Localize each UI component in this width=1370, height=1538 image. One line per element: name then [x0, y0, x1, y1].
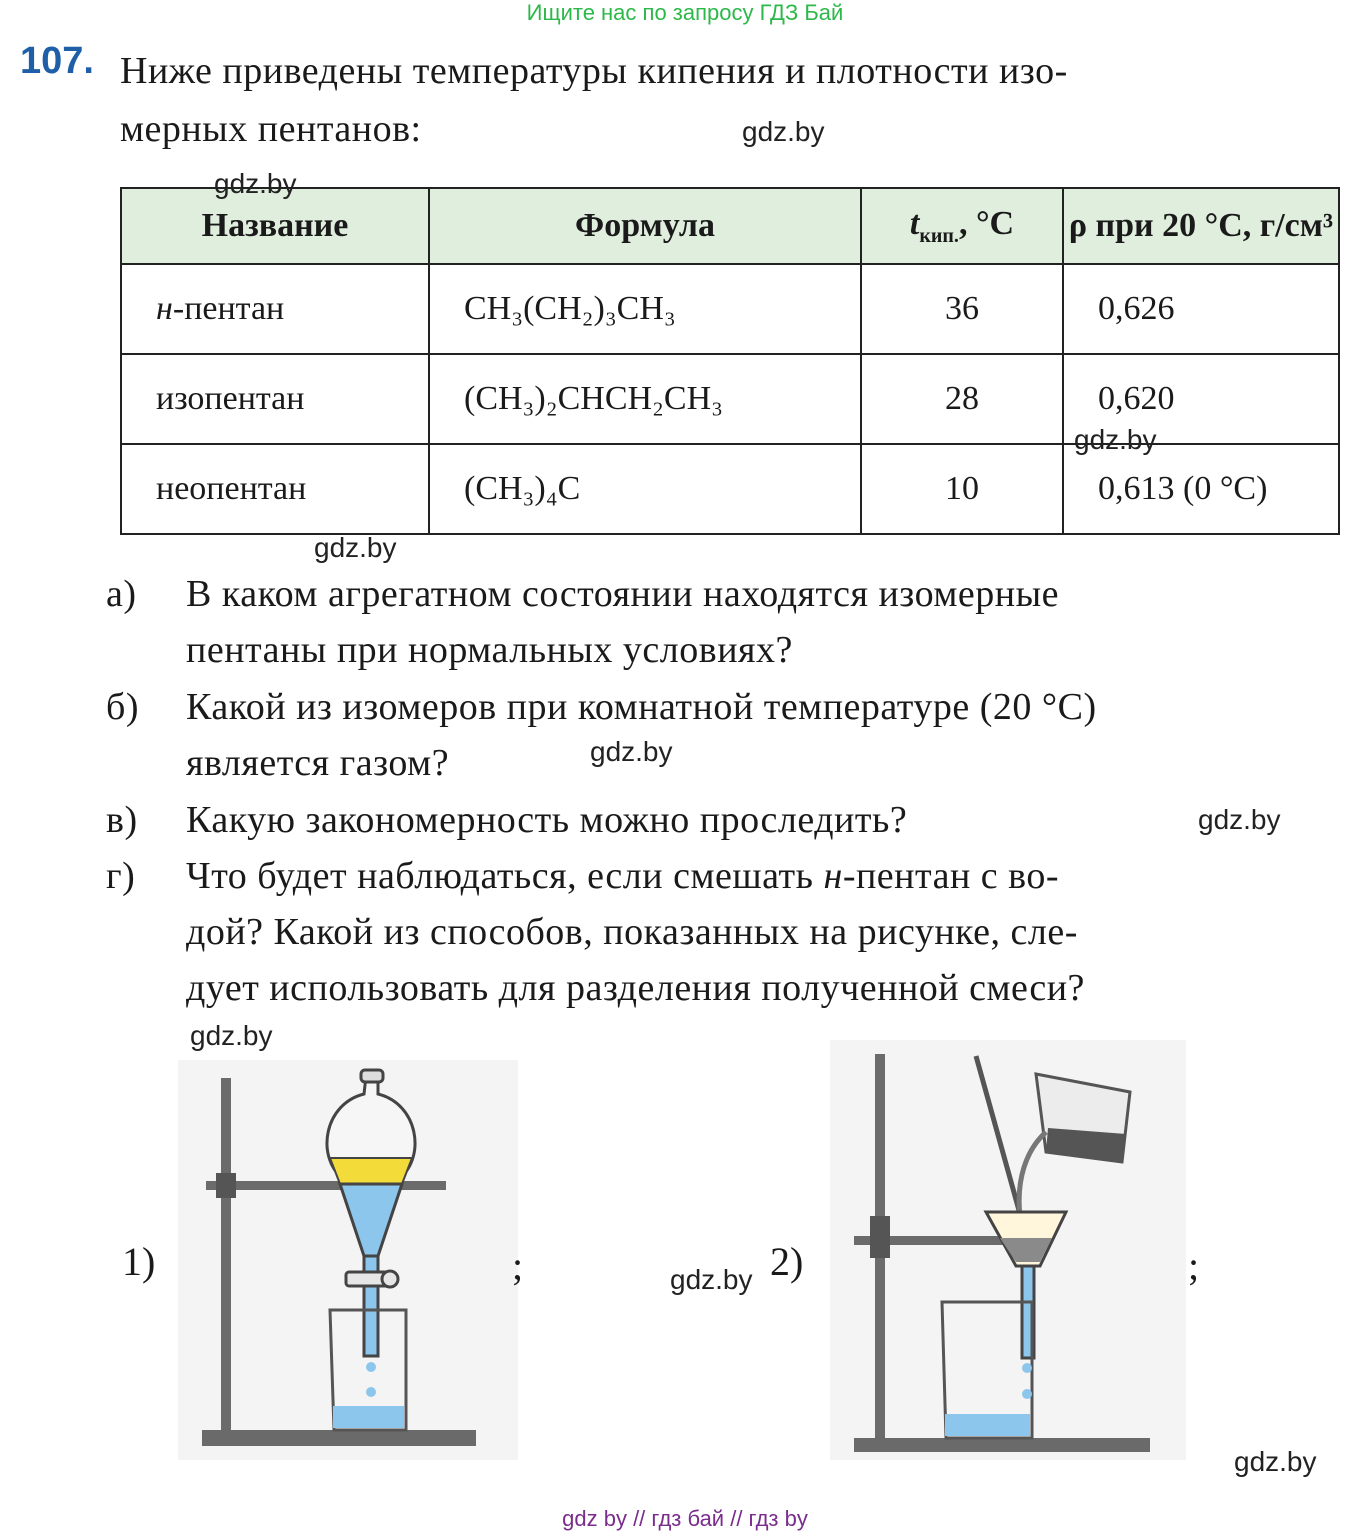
drop-icon: [1022, 1389, 1032, 1399]
name-text: неопентан: [156, 470, 307, 507]
stand-base: [202, 1430, 476, 1446]
table-row: [121, 444, 1339, 534]
question-a-line-1: В каком агрегатном состоянии находятся изомерные: [186, 573, 1059, 615]
watermark: gdz.by: [214, 168, 297, 199]
watermark: gdz.by: [742, 116, 825, 147]
text-part: Что будет наблюдаться, если смешать: [186, 855, 824, 897]
drop-icon: [366, 1362, 376, 1372]
beaker-1-liquid: [333, 1406, 404, 1428]
question-b: [186, 679, 1346, 791]
cell-formula: CH₃(CH₂)₃CH₃: [429, 264, 861, 354]
clamp-holder: [870, 1216, 890, 1258]
t-subscript: кип.: [919, 224, 959, 247]
watermark: gdz.by: [190, 1020, 273, 1051]
problem-number: 107.: [20, 40, 94, 82]
cell-name: [121, 264, 429, 354]
question-a-line-2: пентаны при нормальных условиях?: [186, 629, 793, 671]
stand-rod: [221, 1078, 231, 1440]
text-italic: н: [823, 855, 843, 897]
intro-line-1: Ниже приведены температуры кипения и плотности изо-: [120, 50, 1068, 92]
stand-base: [854, 1438, 1150, 1452]
funnel-stopper: [361, 1070, 383, 1082]
question-label-g: г): [106, 855, 136, 897]
cell-name: [121, 444, 429, 534]
header-density: ρ при 20 °С, г/см³: [1063, 188, 1339, 264]
filtration-figure: [830, 1040, 1186, 1460]
question-label-b: б): [106, 686, 139, 728]
question-g-line-1: [186, 848, 1346, 904]
separatory-funnel-figure: [178, 1060, 518, 1460]
cell-density: 0,620: [1063, 354, 1339, 444]
beaker-2-liquid: [945, 1414, 1030, 1436]
cell-density: 0,613 (0 °С): [1063, 444, 1339, 534]
watermark: gdz.by: [670, 1264, 753, 1295]
question-b-line-1: Какой из изомеров при комнатной температуре (20 °С): [186, 686, 1097, 728]
search-banner[interactable]: Ищите нас по запросу ГДЗ Бай: [526, 0, 844, 25]
problem-intro: [120, 42, 1350, 158]
question-v: Какую закономерность можно проследить?: [186, 799, 908, 841]
cell-boiling-point: 36: [861, 264, 1063, 354]
drop-icon: [1022, 1363, 1032, 1373]
question-g-line-3: дует использовать для разделения полученной смеси?: [186, 967, 1085, 1009]
question-b-line-2: является газом?: [186, 742, 450, 784]
cell-boiling-point: 28: [861, 354, 1063, 444]
t-unit: , °С: [958, 204, 1015, 242]
text-part: -пентан с во-: [842, 855, 1059, 897]
name-text: -пентан: [172, 290, 285, 327]
intro-line-2: мерных пентанов:: [120, 108, 422, 150]
yellow-layer: [330, 1158, 412, 1184]
cell-boiling-point: 10: [861, 444, 1063, 534]
figure-2-label: 2): [770, 1239, 804, 1284]
header-boiling-point: [861, 188, 1063, 264]
pentane-table: [120, 187, 1340, 535]
figure-2-separator: ;: [1188, 1243, 1200, 1288]
table-header-row: [121, 188, 1339, 264]
question-a: [186, 566, 1346, 678]
stopcock-handle: [382, 1271, 398, 1287]
question-g-line-2: дой? Какой из способов, показанных на рисунке, сле-: [186, 911, 1078, 953]
name-text: изопентан: [156, 380, 305, 417]
watermark: gdz.by: [590, 736, 673, 767]
watermark: gdz.by: [314, 532, 397, 563]
cell-density: 0,626: [1063, 264, 1339, 354]
question-g: [186, 848, 1346, 1016]
table-row: [121, 264, 1339, 354]
figure-1-label: 1): [122, 1239, 156, 1284]
watermark: gdz.by: [1198, 804, 1281, 835]
watermark: gdz.by: [1074, 424, 1157, 455]
cell-name: [121, 354, 429, 444]
clamp-holder: [216, 1173, 236, 1198]
clamp-arm: [206, 1181, 446, 1190]
footer-links[interactable]: gdz by // гдз бай // гдз by: [562, 1506, 808, 1531]
header-formula: Формула: [429, 188, 861, 264]
t-symbol: t: [909, 204, 920, 242]
cell-formula: (CH₃)₂CHCH₂CH₃: [429, 354, 861, 444]
cell-formula: (CH₃)₄C: [429, 444, 861, 534]
question-label-a: а): [106, 573, 137, 615]
drop-icon: [366, 1387, 376, 1397]
watermark: gdz.by: [1234, 1446, 1317, 1477]
figure-1-separator: ;: [512, 1243, 524, 1288]
header-name: Название: [121, 188, 429, 264]
name-prefix: н: [156, 290, 173, 327]
question-label-v: в): [106, 799, 138, 841]
